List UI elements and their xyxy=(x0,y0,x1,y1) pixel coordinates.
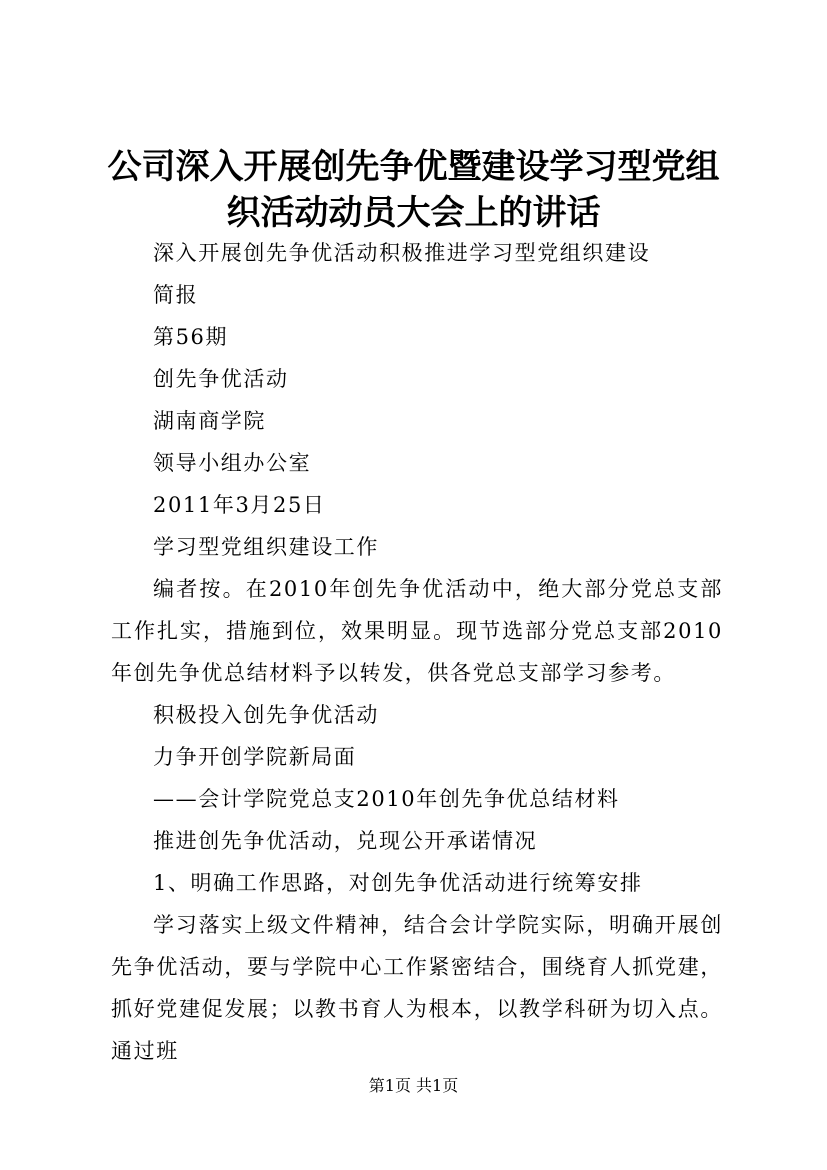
paragraph: 1、明确工作思路，对创先争优活动进行统筹安排 xyxy=(153,871,643,895)
document-title: 公司深入开展创先争优暨建设学习型党组织活动动员大会上的讲话 xyxy=(107,147,720,233)
paragraph: 2011年3月25日 xyxy=(153,493,326,517)
paragraph: 力争开创学院新局面 xyxy=(153,745,357,769)
paragraph: 编者按。在2010年创先争优活动中，绝大部分党总支部工作扎实，措施到位，效果明显。现节选部分党总支部2010年创先争优总结材料予以转发，供各党总支部学习参考。 xyxy=(111,577,723,685)
paragraph: 创先争优活动 xyxy=(153,367,289,391)
paragraph: 积极投入创先争优活动 xyxy=(153,703,379,727)
paragraph: 推进创先争优活动，兑现公开承诺情况 xyxy=(153,829,538,853)
paragraph: 领导小组办公室 xyxy=(153,451,312,475)
paragraph: 湖南商学院 xyxy=(153,409,266,433)
paragraph: ——会计学院党总支2010年创先争优总结材料 xyxy=(153,787,620,811)
paragraph: 简报 xyxy=(153,283,199,307)
document-body xyxy=(111,232,723,1072)
paragraph: 第56期 xyxy=(153,325,229,349)
paragraph: 学习型党组织建设工作 xyxy=(153,535,379,559)
page-footer: 第1页 共1页 xyxy=(368,1076,459,1095)
paragraph: 深入开展创先争优活动积极推进学习型党组织建设 xyxy=(153,241,651,265)
paragraph: 学习落实上级文件精神，结合会计学院实际，明确开展创先争优活动，要与学院中心工作紧密结合，围绕育人抓党建，抓好党建促发展；以教书育人为根本，以教学科研为切入点。通过班 xyxy=(111,913,723,1063)
